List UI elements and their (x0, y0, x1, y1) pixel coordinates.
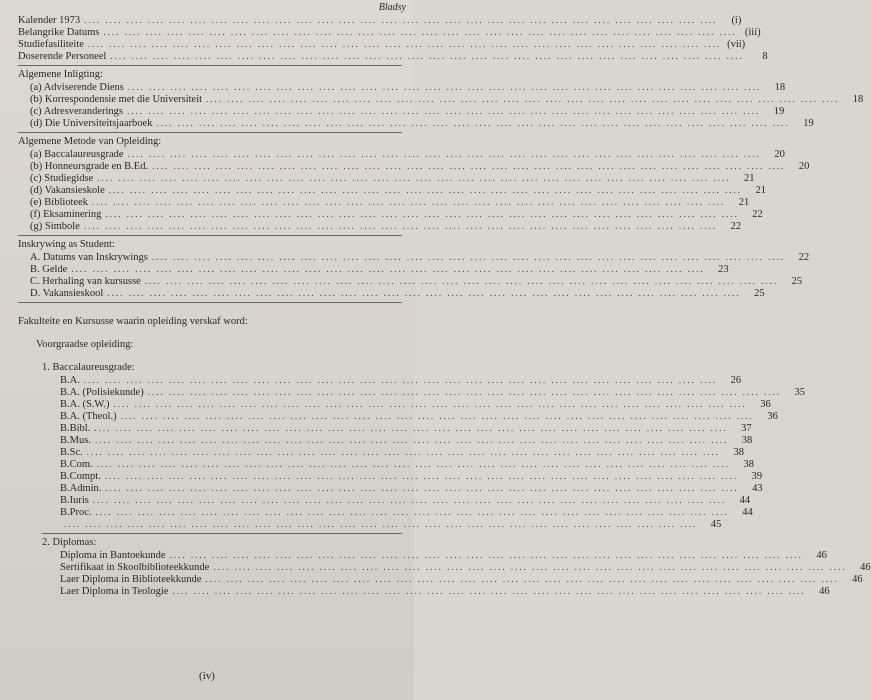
toc-entry-page: 46 (852, 574, 863, 585)
dot-leader: .... .... .... .... .... .... .... .... .... .... .... .... .... .... .... .... .... .... .... .... .... .... .... .... .... .... .... .... .... .... (108, 185, 742, 195)
divider (18, 132, 402, 133)
toc-entry-page: 44 (742, 507, 753, 518)
toc-entry (18, 160, 810, 172)
dot-leader: .... .... .... .... .... .... .... .... .... .... .... .... .... .... .... .... .... .... .... .... .... .... .... .... .... .... .... .... .... .... (105, 209, 739, 219)
dot-leader: .... .... .... .... .... .... .... .... .... .... .... .... .... .... .... .... .... .... .... .... .... .... .... .... .... .... .... .... .... .... (151, 252, 786, 262)
toc-entry-page: 21 (744, 173, 755, 184)
dot-leader: .... .... .... .... .... .... .... .... .... .... .... .... .... .... .... .... .... .... .... .... .... .... .... .... .... .... .... .... .... .... (144, 276, 779, 286)
dot-leader: .... .... .... .... .... .... .... .... .... .... .... .... .... .... .... .... .... .... .... .... .... .... .... .... .... .... .... .... .... .... (94, 423, 728, 433)
toc-entry (18, 117, 814, 129)
subsection-bacc: 1. Baccalaureusgrade: (42, 362, 135, 373)
toc-entry-page: 23 (718, 264, 729, 275)
toc-entry-page: (vii) (727, 39, 746, 50)
section-title-metode: Algemene Metode van Opleiding: (18, 136, 162, 147)
toc-entry-label: B.A. (Theol.) (60, 411, 117, 422)
toc-entry-label: (a) Adviserende Diens (30, 82, 124, 93)
divider (18, 302, 402, 303)
toc-entry-label: Laer Diploma in Biblioteekkunde (60, 574, 202, 585)
toc-entry-page: (iii) (744, 27, 761, 38)
toc-entry-page: 26 (730, 375, 742, 386)
toc-entry-page: 21 (755, 185, 766, 196)
toc-entry (18, 561, 871, 573)
front-matter-list (18, 14, 768, 62)
dot-leader: .... .... .... .... .... .... .... .... .... .... .... .... .... .... .... .... .... .... .... .... .... .... .... .... .... .... .... .... .... .... (83, 221, 718, 231)
divider (42, 533, 402, 534)
toc-entry-page: 39 (751, 471, 763, 482)
toc-entry-page: 35 (794, 387, 805, 398)
dot-leader: .... .... .... .... .... .... .... .... .... .... .... .... .... .... .... .... .... .... .... .... .... .... .... .... .... .... .... .... .... .... (86, 447, 721, 457)
toc-entry (18, 422, 752, 434)
toc-entry-label: Kalender 1973 (18, 15, 81, 26)
toc-entry (18, 220, 742, 232)
subsection-diplomas: 2. Diplomas: (42, 537, 97, 548)
dot-leader: .... .... .... .... .... .... .... .... .... .... .... .... .... .... .... .... .... .... .... .... .... .... .... .... .... .... .... .... .... .... (92, 197, 726, 207)
table-of-contents (18, 14, 871, 597)
toc-entry-label: B. Gelde (30, 264, 68, 275)
toc-entry-label: B.A. (S.W.) (60, 399, 110, 410)
toc-entry-page: 21 (738, 197, 750, 208)
toc-entry-label: Doserende Personeel (18, 51, 107, 62)
toc-entry (18, 458, 754, 470)
toc-entry (18, 26, 761, 38)
toc-entry (18, 434, 753, 446)
toc-entry-label: D. Vakansieskool (30, 288, 104, 299)
toc-entry (18, 184, 766, 196)
toc-entry-label: Studiefasiliteite (18, 39, 84, 50)
inligting-list (18, 81, 864, 129)
dot-leader: .... .... .... .... .... .... .... .... .... .... .... .... .... .... .... .... .... .... .... .... .... .... .... .... .... .... .... .... .... .... (156, 118, 790, 128)
toc-entry-page: (i) (731, 15, 742, 26)
toc-entry-label: (f) Eksaminering (30, 209, 102, 220)
toc-entry (18, 263, 729, 275)
toc-entry (18, 275, 803, 287)
toc-entry-page: 46 (816, 550, 827, 561)
dot-leader: .... .... .... .... .... .... .... .... .... .... .... .... .... .... .... .... .... .... .... .... .... .... .... .... .... .... .... .... .... .... (83, 375, 718, 385)
dot-leader: .... .... .... .... .... .... .... .... .... .... .... .... .... .... .... .... .... .... .... .... .... .... .... .... .... .... .... .... .... .... (152, 161, 786, 171)
toc-entry-label: B.Compt. (60, 471, 101, 482)
toc-entry-label: (c) Studiegidse (30, 173, 94, 184)
toc-entry-page: 43 (752, 483, 763, 494)
toc-entry (18, 14, 742, 26)
toc-entry (18, 398, 771, 410)
dot-leader: .... .... .... .... .... .... .... .... .... .... .... .... .... .... .... .... .... .... .... .... .... .... .... .... .... .... .... .... .... .... (94, 435, 729, 445)
metode-list (18, 148, 810, 232)
dot-leader: .... .... .... .... .... .... .... .... .... .... .... .... .... .... .... .... .... .... .... .... .... .... .... .... .... .... .... .... .... .... (96, 459, 730, 469)
toc-entry (18, 410, 778, 422)
toc-entry-label: Diploma in Bantoekunde (60, 550, 166, 561)
toc-entry-label: (g) Simbole (30, 221, 80, 232)
toc-entry-page: 18 (852, 94, 864, 105)
toc-entry (18, 374, 742, 386)
toc-entry (18, 506, 753, 518)
dot-leader: .... .... .... .... .... .... .... .... .... .... .... .... .... .... .... .... .... .... .... .... .... .... .... .... .... .... .... .... .... .... (147, 387, 781, 397)
dot-leader: .... .... .... .... .... .... .... .... .... .... .... .... .... .... .... .... .... .... .... .... .... .... .... .... .... .... .... .... .... .... (205, 574, 839, 584)
toc-entry-page: 36 (767, 411, 778, 422)
dot-leader: .... .... .... .... .... .... .... .... .... .... .... .... .... .... .... .... .... .... .... .... .... .... .... .... .... .... .... .... .... .... (92, 495, 727, 505)
page-number: (iv) (199, 670, 215, 682)
toc-entry-label: (c) Adresveranderings (30, 106, 124, 117)
toc-entry-page: 20 (774, 149, 785, 160)
toc-entry-label: (b) Honneursgrade en B.Ed. (30, 161, 149, 172)
dot-leader: .... .... .... .... .... .... .... .... .... .... .... .... .... .... .... .... .... .... .... .... .... .... .... .... .... .... .... .... .... .... (95, 507, 729, 517)
toc-entry-page: 38 (733, 447, 745, 458)
dot-leader: .... .... .... .... .... .... .... .... .... .... .... .... .... .... .... .... .... .... .... .... .... .... .... .... .... .... .... .... .... .... (127, 82, 762, 92)
dot-leader: .... .... .... .... .... .... .... .... .... .... .... .... .... .... .... .... .... .... .... .... .... .... .... .... .... .... .... .... .... .... (113, 399, 747, 409)
divider (18, 235, 402, 236)
diplomas-list (18, 549, 871, 597)
toc-entry-page: 38 (741, 435, 753, 446)
toc-entry-page: 46 (860, 562, 871, 573)
toc-entry-label: (d) Die Universiteitsjaarboek (30, 118, 153, 129)
toc-entry-label: B.A. (60, 375, 80, 386)
inskrywing-list (18, 251, 810, 299)
toc-entry (18, 81, 786, 93)
dot-leader: .... .... .... .... .... .... .... .... .... .... .... .... .... .... .... .... .... .... .... .... .... .... .... .... .... .... .... .... .... .... (127, 149, 761, 159)
toc-entry-label: (e) Biblioteek (30, 197, 89, 208)
dot-leader: .... .... .... .... .... .... .... .... .... .... .... .... .... .... .... .... .... .... .... .... .... .... .... .... .... .... .... .... .... .... (84, 15, 718, 25)
toc-entry (18, 470, 763, 482)
toc-entry-label: (b) Korrespondensie met die Universiteit (30, 94, 203, 105)
toc-entry (18, 518, 722, 530)
toc-entry-label: C. Herhaling van kursusse (30, 276, 141, 287)
toc-entry (18, 549, 827, 561)
toc-entry (18, 208, 763, 220)
dot-leader: .... .... .... .... .... .... .... .... .... .... .... .... .... .... .... .... .... .... .... .... .... .... .... .... .... .... .... .... .... .... (107, 288, 741, 298)
toc-entry (18, 573, 863, 585)
toc-entry-page: 36 (760, 399, 771, 410)
toc-entry-page: 19 (773, 106, 785, 117)
dot-leader: .... .... .... .... .... .... .... .... .... .... .... .... .... .... .... .... .... .... .... .... .... .... .... .... .... .... .... .... .... .... (120, 411, 754, 421)
toc-entry (18, 105, 785, 117)
toc-entry (18, 446, 745, 458)
dot-leader: .... .... .... .... .... .... .... .... .... .... .... .... .... .... .... .... .... .... .... .... .... .... .... .... .... .... .... .... .... .... (87, 39, 722, 49)
toc-entry (18, 251, 810, 263)
toc-entry (18, 93, 864, 105)
toc-entry-label: Laer Diploma in Teologie (60, 586, 169, 597)
toc-entry-page: 19 (803, 118, 814, 129)
dot-leader: .... .... .... .... .... .... .... .... .... .... .... .... .... .... .... .... .... .... .... .... .... .... .... .... .... .... .... .... .... .... (103, 27, 737, 37)
dot-leader: .... .... .... .... .... .... .... .... .... .... .... .... .... .... .... .... .... .... .... .... .... .... .... .... .... .... .... .... .... .... (64, 519, 698, 529)
dot-leader: .... .... .... .... .... .... .... .... .... .... .... .... .... .... .... .... .... .... .... .... .... .... .... .... .... .... .... .... .... .... (213, 562, 847, 572)
toc-entry (18, 172, 755, 184)
toc-entry-label: Belangrike Datums (18, 27, 100, 38)
toc-entry-label: B.Bibl. (60, 423, 91, 434)
toc-entry-page: 25 (791, 276, 803, 287)
section-title-fakulteite: Fakulteite en Kursusse waarin opleiding verskaf word: (18, 316, 248, 327)
toc-entry-page: 45 (710, 519, 722, 530)
toc-entry (18, 585, 830, 597)
toc-entry-label: B.A. (Polisiekunde) (60, 387, 144, 398)
toc-entry-label: A. Datums van Inskrywings (30, 252, 148, 263)
toc-entry-page: 25 (754, 288, 765, 299)
toc-entry (18, 482, 763, 494)
dot-leader: .... .... .... .... .... .... .... .... .... .... .... .... .... .... .... .... .... .... .... .... .... .... .... .... .... .... .... .... .... .... (172, 586, 806, 596)
page-column-header: Bladsy (378, 2, 406, 13)
toc-entry (18, 148, 785, 160)
toc-entry-page: 22 (752, 209, 763, 220)
toc-entry-label: B.Com. (60, 459, 93, 470)
dot-leader: .... .... .... .... .... .... .... .... .... .... .... .... .... .... .... .... .... .... .... .... .... .... .... .... .... .... .... .... .... .... (71, 264, 705, 274)
dot-leader: .... .... .... .... .... .... .... .... .... .... .... .... .... .... .... .... .... .... .... .... .... .... .... .... .... .... .... .... .... .... (97, 173, 731, 183)
dot-leader: .... .... .... .... .... .... .... .... .... .... .... .... .... .... .... .... .... .... .... .... .... .... .... .... .... .... .... .... .... .... (104, 471, 739, 481)
dot-leader: .... .... .... .... .... .... .... .... .... .... .... .... .... .... .... .... .... .... .... .... .... .... .... .... .... .... .... .... .... .... (206, 94, 840, 104)
bacc-list (18, 374, 805, 530)
toc-entry-page: 18 (774, 82, 786, 93)
toc-entry-page: 37 (741, 423, 752, 434)
toc-entry-page: 44 (739, 495, 751, 506)
toc-entry (18, 386, 805, 398)
subsection-voorgraadse: Voorgraadse opleiding: (36, 339, 134, 350)
toc-entry-page: 20 (798, 161, 810, 172)
toc-entry-label: B.Iuris (60, 495, 89, 506)
toc-entry (18, 50, 768, 62)
section-title-inskrywing: Inskrywing as Student: (18, 239, 115, 250)
toc-entry-page: 22 (730, 221, 742, 232)
toc-entry-label: Sertifikaat in Skoolbiblioteekkunde (60, 562, 210, 573)
toc-entry-label: B.Proc. (60, 507, 92, 518)
dot-leader: .... .... .... .... .... .... .... .... .... .... .... .... .... .... .... .... .... .... .... .... .... .... .... .... .... .... .... .... .... .... (105, 483, 739, 493)
toc-entry-label: B.Sc. (60, 447, 83, 458)
toc-entry (18, 494, 751, 506)
toc-entry (18, 196, 750, 208)
toc-entry-page: 38 (743, 459, 754, 470)
toc-entry (18, 38, 746, 50)
toc-entry-label: B.Mus. (60, 435, 91, 446)
dot-leader: .... .... .... .... .... .... .... .... .... .... .... .... .... .... .... .... .... .... .... .... .... .... .... .... .... .... .... .... .... .... (110, 51, 744, 61)
toc-entry-page: 8 (762, 51, 768, 62)
divider (18, 65, 402, 66)
toc-entry-label: B.Admin. (60, 483, 102, 494)
section-title-inligting: Algemene Inligting: (18, 69, 103, 80)
dot-leader: .... .... .... .... .... .... .... .... .... .... .... .... .... .... .... .... .... .... .... .... .... .... .... .... .... .... .... .... .... .... (127, 106, 761, 116)
toc-entry (18, 287, 765, 299)
toc-entry-page: 46 (819, 586, 830, 597)
toc-entry-label: (a) Baccalaureusgrade (30, 149, 124, 160)
toc-entry-page: 22 (798, 252, 810, 263)
toc-entry-label: (d) Vakansieskole (30, 185, 105, 196)
dot-leader: .... .... .... .... .... .... .... .... .... .... .... .... .... .... .... .... .... .... .... .... .... .... .... .... .... .... .... .... .... .... (169, 550, 803, 560)
